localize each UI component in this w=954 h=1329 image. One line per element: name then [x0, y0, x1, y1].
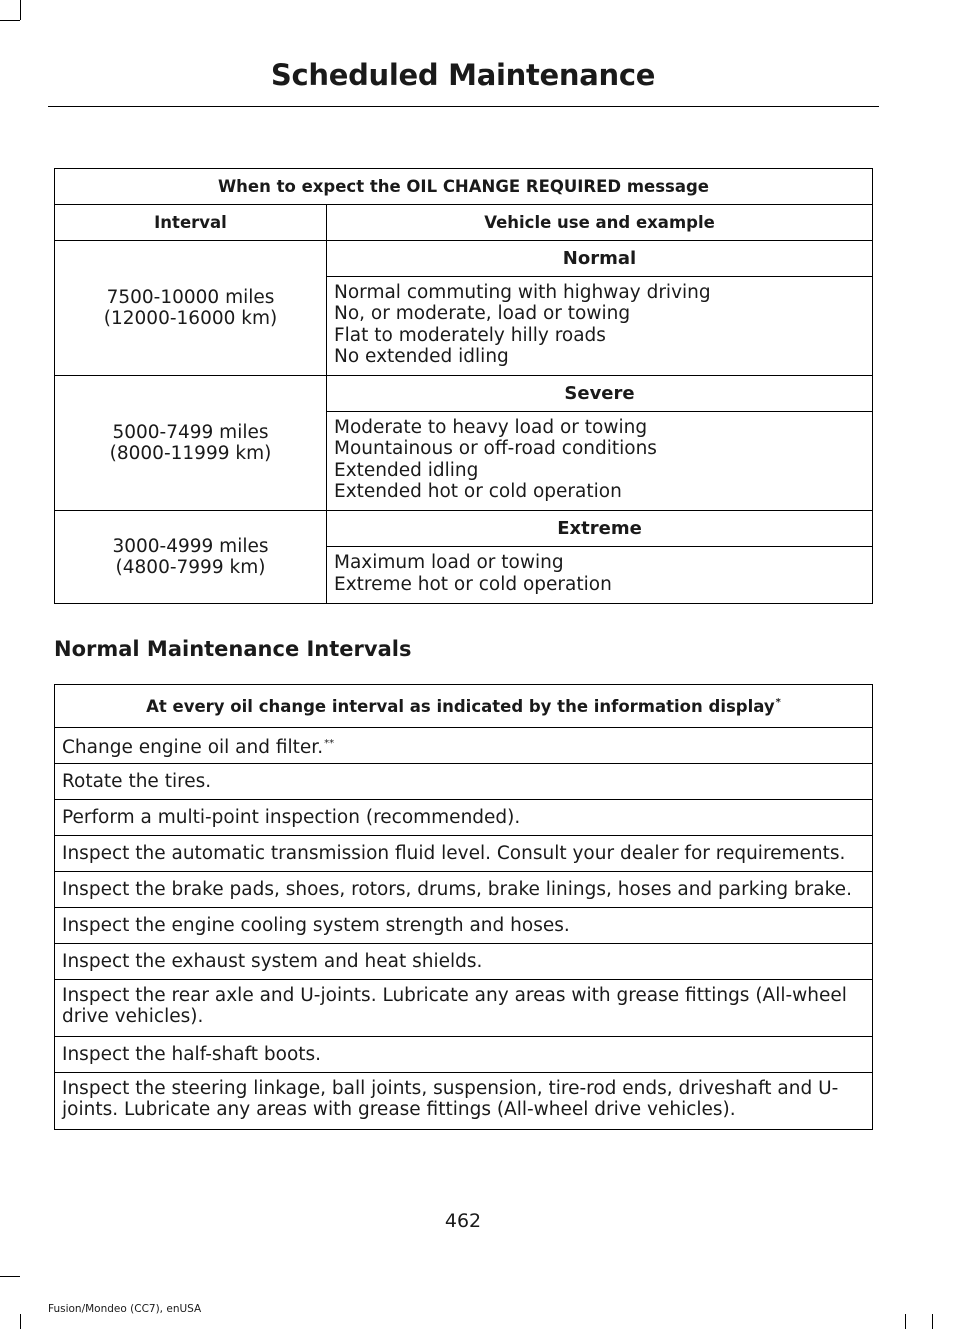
footer-doc-id: Fusion/Mondeo (CC7), enUSA — [48, 1303, 202, 1315]
section-heading: Normal Maintenance Intervals — [54, 637, 412, 661]
interval-cell-extreme — [55, 511, 327, 604]
category-normal: Normal — [327, 241, 873, 277]
uses-cell-normal — [327, 277, 873, 376]
maintenance-intervals-table — [54, 684, 873, 1130]
interval-cell-normal — [55, 241, 327, 376]
column-header-interval: Interval — [55, 205, 327, 241]
maintenance-row: Inspect the brake pads, shoes, rotors, drums, brake linings, hoses and parking brake. — [55, 872, 873, 908]
maint-table-header-text: At every oil change interval as indicated by the information display — [146, 696, 775, 716]
interval-km: (8000-11999 km) — [109, 443, 272, 465]
use-item: Moderate to heavy load or towing — [334, 417, 648, 439]
maintenance-item-text: Change engine oil and filter. — [62, 737, 324, 758]
use-item: No, or moderate, load or towing — [334, 303, 631, 325]
crop-mark-bottom-left-h — [0, 1276, 20, 1277]
column-header-vehicle-use: Vehicle use and example — [327, 205, 873, 241]
page-title: Scheduled Maintenance — [270, 58, 656, 92]
category-severe: Severe — [327, 376, 873, 412]
oil-change-table — [54, 168, 873, 604]
interval-km: (4800-7999 km) — [115, 557, 266, 579]
use-item: No extended idling — [334, 345, 509, 367]
use-item: Flat to moderately hilly roads — [334, 324, 606, 346]
interval-miles: 3000-4999 miles — [112, 536, 269, 558]
uses-cell-extreme — [327, 547, 873, 604]
crop-mark-top-left-h — [0, 20, 20, 21]
maintenance-row — [55, 728, 873, 764]
crop-mark-bottom-right-v2 — [932, 1314, 933, 1329]
crop-mark-bottom-right-v — [905, 1314, 906, 1329]
interval-km: (12000-16000 km) — [103, 308, 278, 330]
use-item: Normal commuting with highway driving — [334, 282, 711, 303]
oil-table-caption: When to expect the OIL CHANGE REQUIRED message — [55, 169, 873, 205]
maintenance-row: Inspect the automatic transmission fluid level. Consult your dealer for requirements. — [55, 836, 873, 872]
maintenance-row: Inspect the steering linkage, ball joints, suspension, tire-rod ends, driveshaft and U-joints. Lubricate any areas with grease fittings (All-wheel drive vehicles). — [55, 1073, 873, 1130]
interval-miles: 5000-7499 miles — [112, 422, 269, 444]
use-item: Extended idling — [334, 459, 479, 481]
use-item: Extended hot or cold operation — [334, 481, 622, 503]
use-item: Maximum load or towing — [334, 552, 564, 574]
crop-mark-bottom-left-v — [20, 1314, 21, 1329]
use-item: Extreme hot or cold operation — [334, 573, 612, 595]
maintenance-row: Inspect the rear axle and U-joints. Lubricate any areas with grease fittings (All-wheel drive vehicles). — [55, 980, 873, 1037]
category-extreme: Extreme — [327, 511, 873, 547]
title-rule — [48, 106, 879, 107]
page-number: 462 — [444, 1210, 482, 1232]
maint-table-header — [55, 685, 873, 728]
maintenance-row: Inspect the engine cooling system strength and hoses. — [55, 908, 873, 944]
crop-mark-top-left-v — [20, 0, 21, 20]
footnote-mark: ** — [324, 738, 335, 749]
maintenance-row: Inspect the half-shaft boots. — [55, 1037, 873, 1073]
footnote-mark: * — [775, 696, 781, 708]
interval-miles: 7500-10000 miles — [106, 287, 275, 309]
uses-cell-severe — [327, 412, 873, 511]
use-item: Mountainous or off-road conditions — [334, 438, 657, 460]
maintenance-row: Rotate the tires. — [55, 764, 873, 800]
interval-cell-severe — [55, 376, 327, 511]
maintenance-row: Perform a multi-point inspection (recommended). — [55, 800, 873, 836]
maintenance-row: Inspect the exhaust system and heat shields. — [55, 944, 873, 980]
